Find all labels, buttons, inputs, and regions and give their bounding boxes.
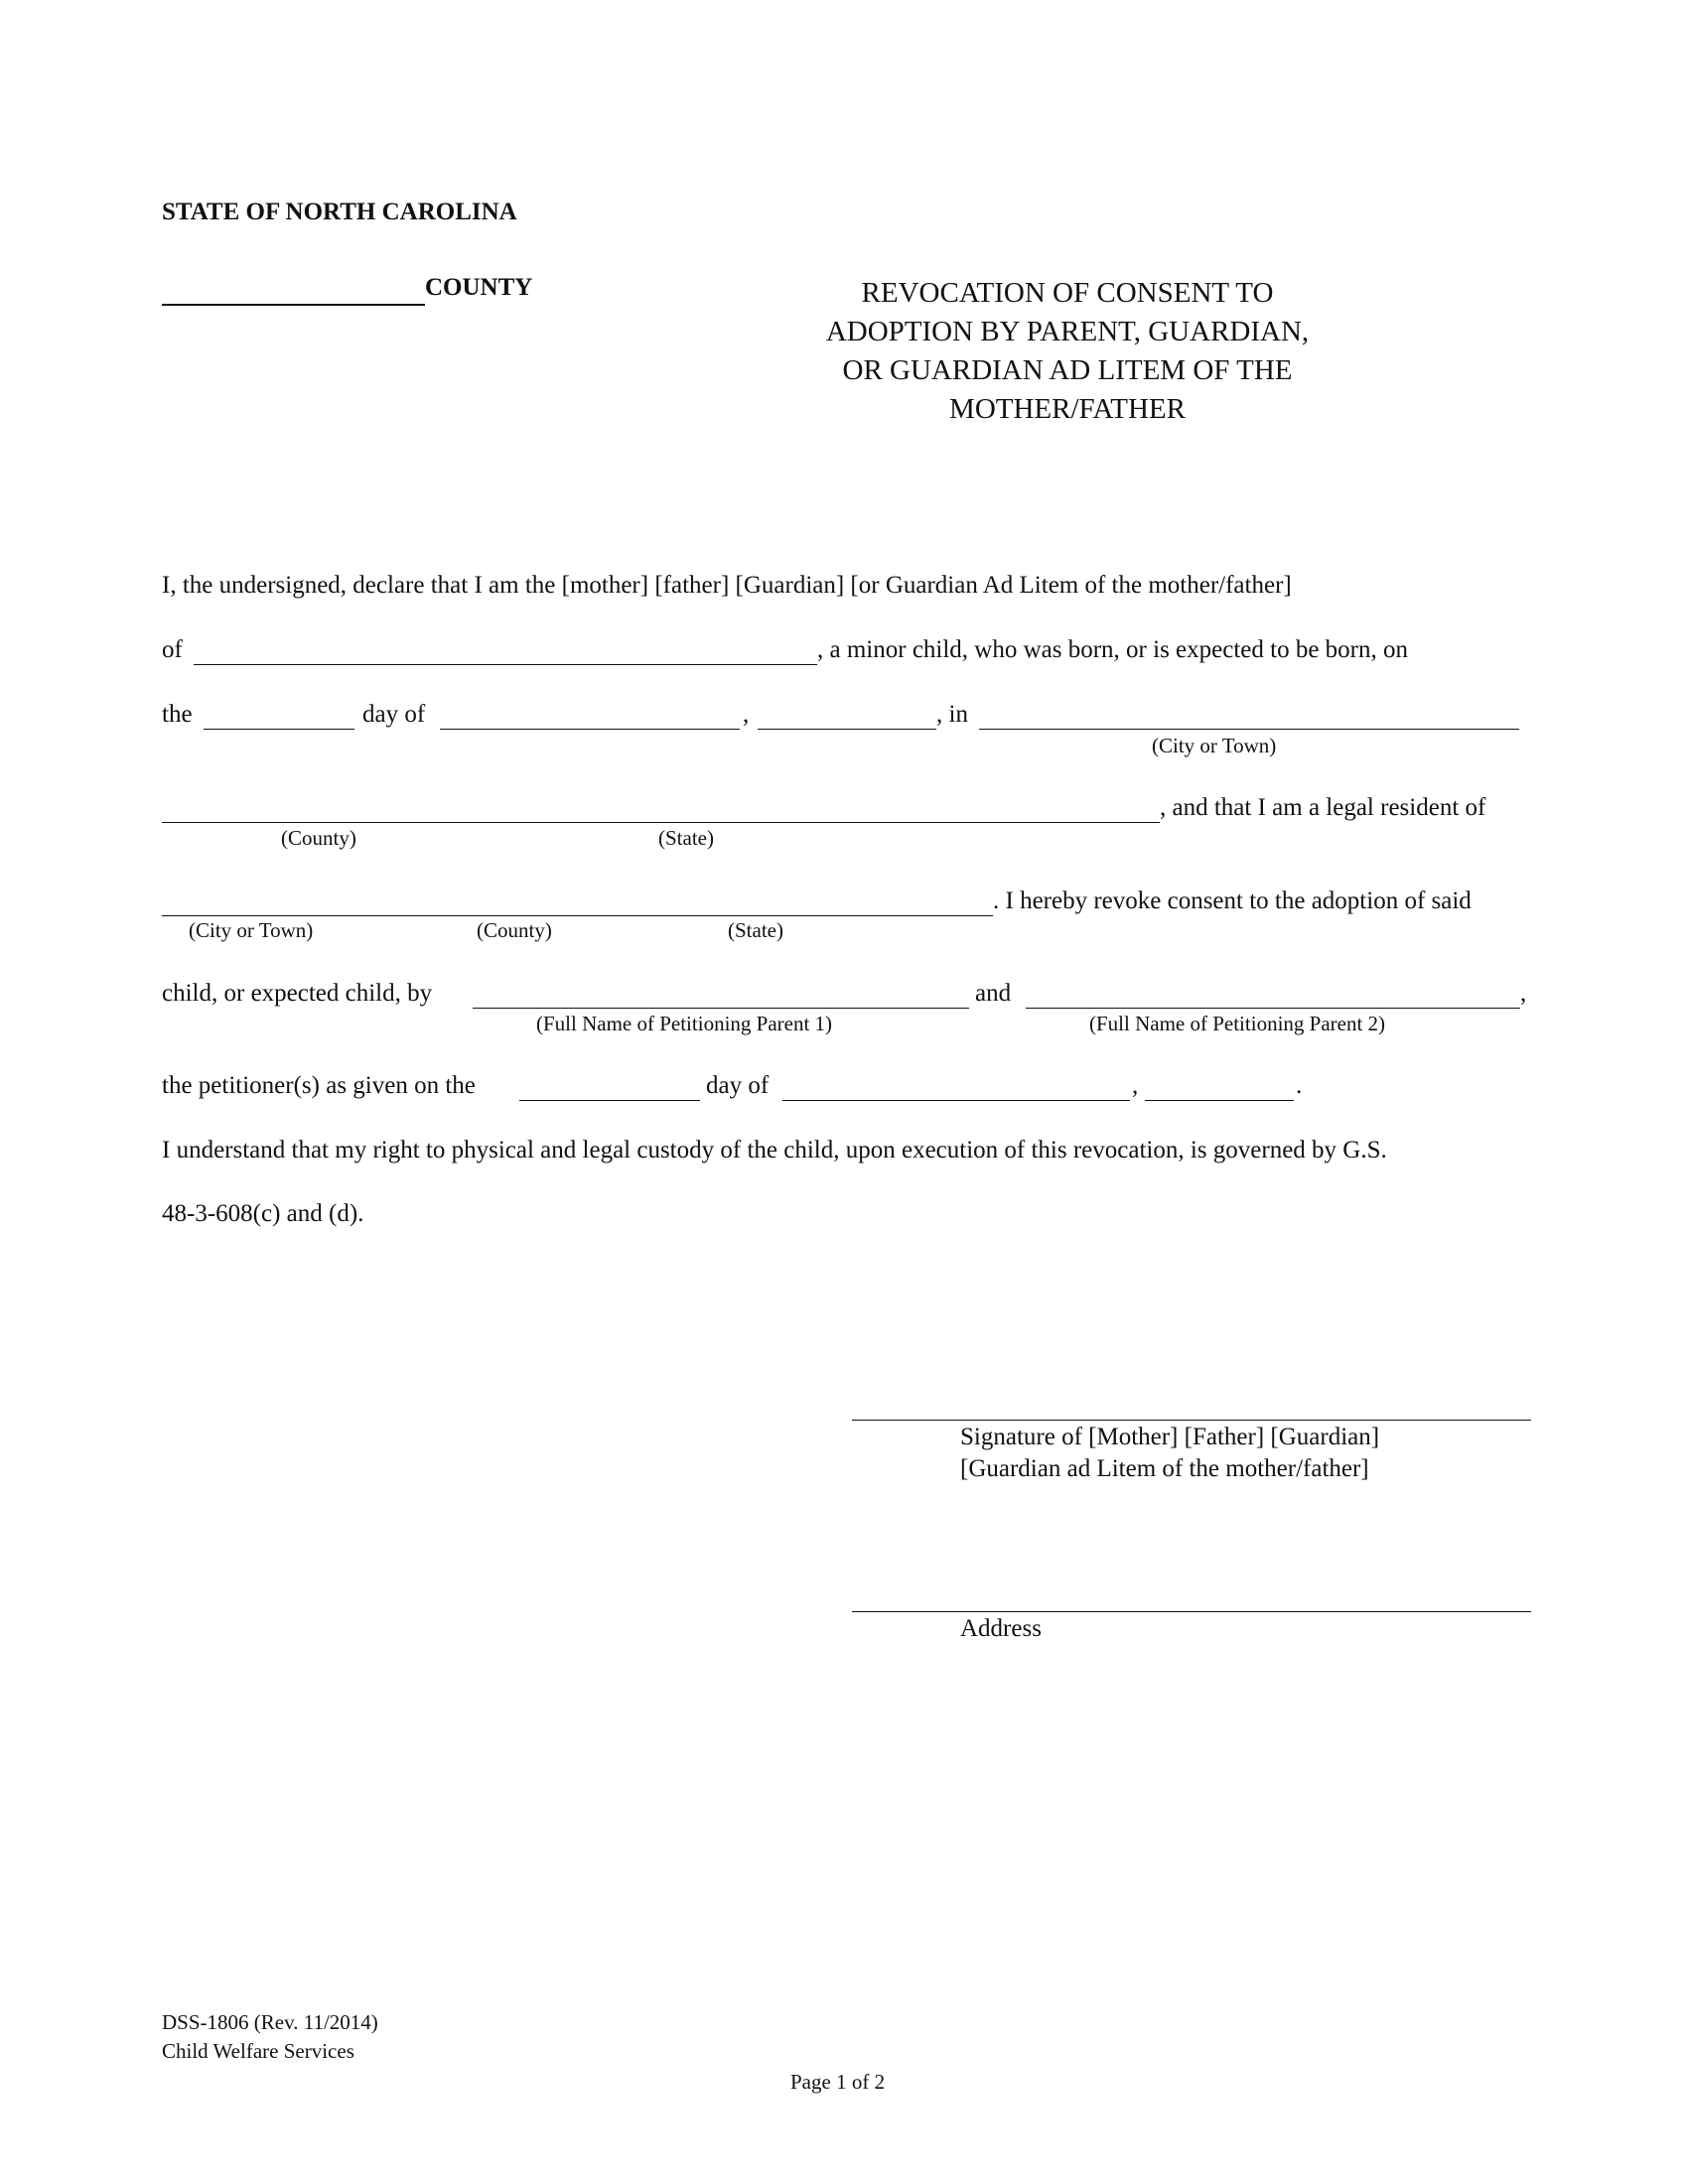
- form-title: [755, 274, 1380, 429]
- signature-label-1: Signature of [Mother] [Father] [Guardian]: [960, 1424, 1380, 1450]
- residence-field[interactable]: [162, 915, 993, 916]
- signature-field[interactable]: [852, 1420, 1531, 1421]
- in-text: , in: [936, 701, 968, 728]
- period-text: .: [1296, 1072, 1303, 1099]
- comma-text: ,: [1132, 1072, 1139, 1099]
- child-name-field[interactable]: [194, 664, 817, 665]
- the-text: the: [162, 701, 193, 728]
- state-label: (State): [728, 918, 783, 942]
- title-line-2: ADOPTION BY PARENT, GUARDIAN,: [825, 316, 1310, 347]
- state-heading: STATE OF NORTH CAROLINA: [162, 199, 517, 225]
- declaration-text: I, the undersigned, declare that I am the [mother] [father] [Guardian] [or Guardian Ad Litem of the mother/father]: [162, 572, 1292, 599]
- parent2-name-field[interactable]: [1026, 1008, 1520, 1009]
- birth-year-field[interactable]: [758, 729, 936, 730]
- day-of-text: day of: [706, 1072, 770, 1099]
- revoke-consent-text: . I hereby revoke consent to the adoption of said: [993, 887, 1472, 914]
- birth-county-state-field[interactable]: [162, 822, 1160, 823]
- day-of-text: day of: [362, 701, 426, 728]
- consent-day-field[interactable]: [519, 1100, 700, 1101]
- address-label: Address: [960, 1615, 1042, 1642]
- consent-month-field[interactable]: [782, 1100, 1130, 1101]
- statute-text: 48-3-608(c) and (d).: [162, 1200, 364, 1227]
- county-label: (County): [281, 826, 356, 850]
- state-label: (State): [658, 826, 714, 850]
- of-text: of: [162, 636, 183, 663]
- county-label: (County): [477, 918, 552, 942]
- signature-label-2: [Guardian ad Litem of the mother/father]: [960, 1455, 1369, 1482]
- city-town-label: (City or Town): [189, 918, 314, 942]
- custody-text: I understand that my right to physical and legal custody of the child, upon execution of this revocation, is governed by G.S.: [162, 1137, 1387, 1163]
- minor-child-text: , a minor child, who was born, or is expected to be born, on: [817, 636, 1409, 663]
- birth-city-field[interactable]: [979, 729, 1519, 730]
- birth-month-field[interactable]: [440, 729, 740, 730]
- form-number: DSS-1806 (Rev. 11/2014): [162, 2010, 378, 2034]
- expected-child-text: child, or expected child, by: [162, 980, 433, 1007]
- comma-text: ,: [743, 701, 750, 728]
- department-name: Child Welfare Services: [162, 2039, 354, 2063]
- title-line-1: REVOCATION OF CONSENT TO: [861, 277, 1274, 309]
- county-name-field[interactable]: [162, 274, 425, 306]
- consent-year-field[interactable]: [1145, 1100, 1294, 1101]
- title-line-3: OR GUARDIAN AD LITEM OF THE: [842, 354, 1293, 386]
- address-field[interactable]: [852, 1611, 1531, 1612]
- petitioners-text: the petitioner(s) as given on the: [162, 1072, 476, 1099]
- comma-text: ,: [1520, 980, 1527, 1007]
- city-town-label: (City or Town): [1152, 734, 1277, 757]
- title-line-4: MOTHER/FATHER: [949, 393, 1186, 425]
- and-text: and: [975, 980, 1012, 1007]
- parent2-label: (Full Name of Petitioning Parent 2): [1089, 1012, 1386, 1035]
- parent1-label: (Full Name of Petitioning Parent 1): [536, 1012, 833, 1035]
- county-label: COUNTY: [425, 274, 533, 301]
- birth-day-field[interactable]: [204, 729, 354, 730]
- page-number: Page 1 of 2: [790, 2070, 886, 2094]
- parent1-name-field[interactable]: [473, 1008, 969, 1009]
- legal-resident-text: , and that I am a legal resident of: [1160, 794, 1486, 821]
